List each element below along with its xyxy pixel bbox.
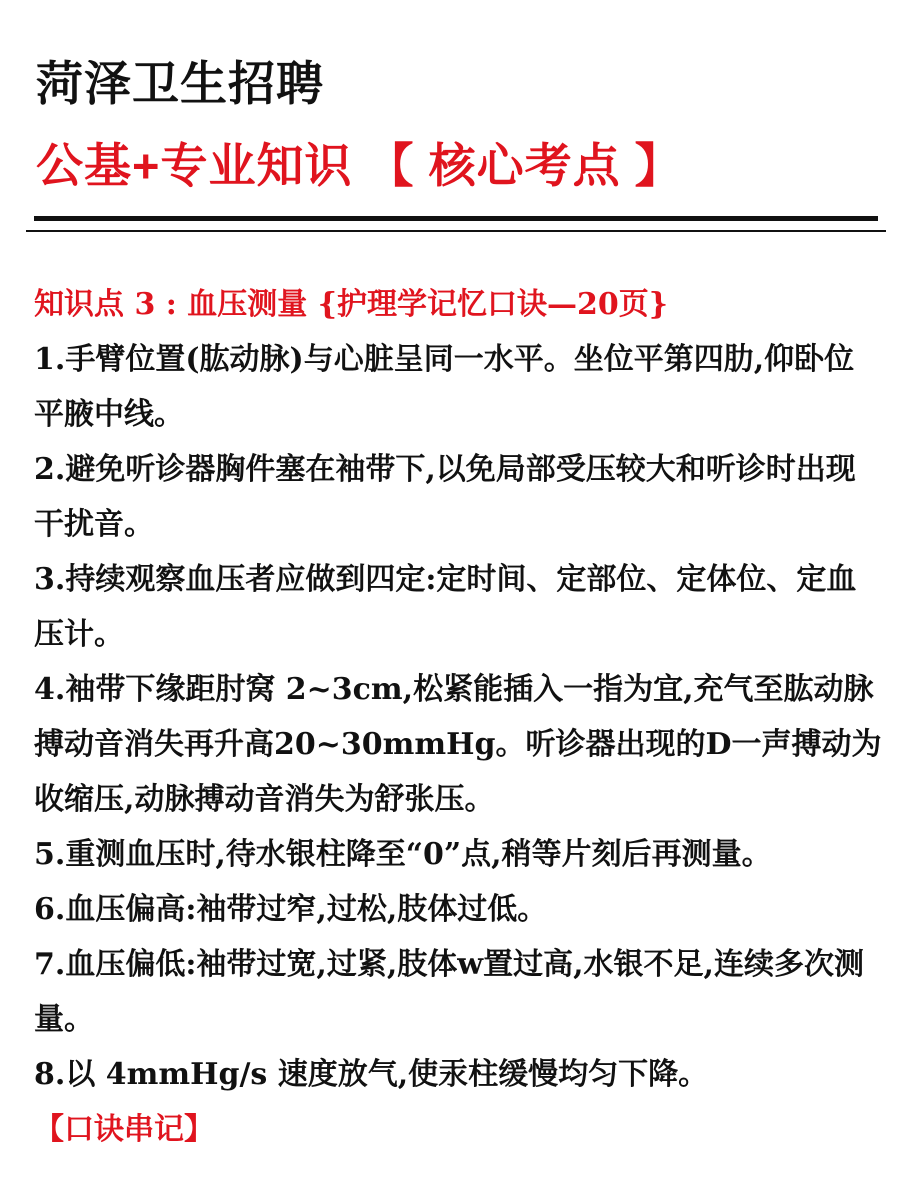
list-item: 2.避免听诊器胸件塞在袖带下,以免局部受压较大和听诊时出现干扰音。 — [34, 452, 856, 542]
list-item: 6.血压偏高:袖带过窄,过松,肢体过低。 — [34, 892, 548, 927]
list-item: 1.手臂位置(肱动脉)与心脏呈同一水平。坐位平第四肋,仰卧位平腋中线。 — [34, 342, 855, 432]
divider-thin — [26, 230, 886, 232]
list-item: 4.袖带下缘距肘窝 2~3cm,松紧能插入一指为宜,充气至肱动脉搏动音消失再升高20~30mmHg。听诊器出现的D一声搏动为收缩压,动脉搏动音消失为舒张压。 — [34, 672, 882, 817]
page-subtitle: 公基+专业知识 【 核心考点 】 — [36, 139, 683, 192]
list-item: 3.持续观察血压者应做到四定:定时间、定部位、定体位、定血压计。 — [34, 562, 857, 652]
knowledge-section — [34, 278, 884, 1157]
list-item: 5.重测血压时,待水银柱降至“0”点,稍等片刻后再测量。 — [34, 837, 772, 872]
divider-thick — [34, 216, 878, 221]
list-item: 7.血压偏低:袖带过宽,过紧,肢体w置过高,水银不足,连续多次测量。 — [34, 947, 864, 1037]
section-heading: 知识点 3 : 血压测量 {护理学记忆口诀—20页} — [34, 287, 669, 322]
mnemonic-heading: 【口诀串记】 — [34, 1112, 214, 1147]
page-title: 菏泽卫生招聘 — [36, 57, 324, 110]
list-item: 8.以 4mmHg/s 速度放气,使汞柱缓慢均匀下降。 — [34, 1057, 709, 1092]
